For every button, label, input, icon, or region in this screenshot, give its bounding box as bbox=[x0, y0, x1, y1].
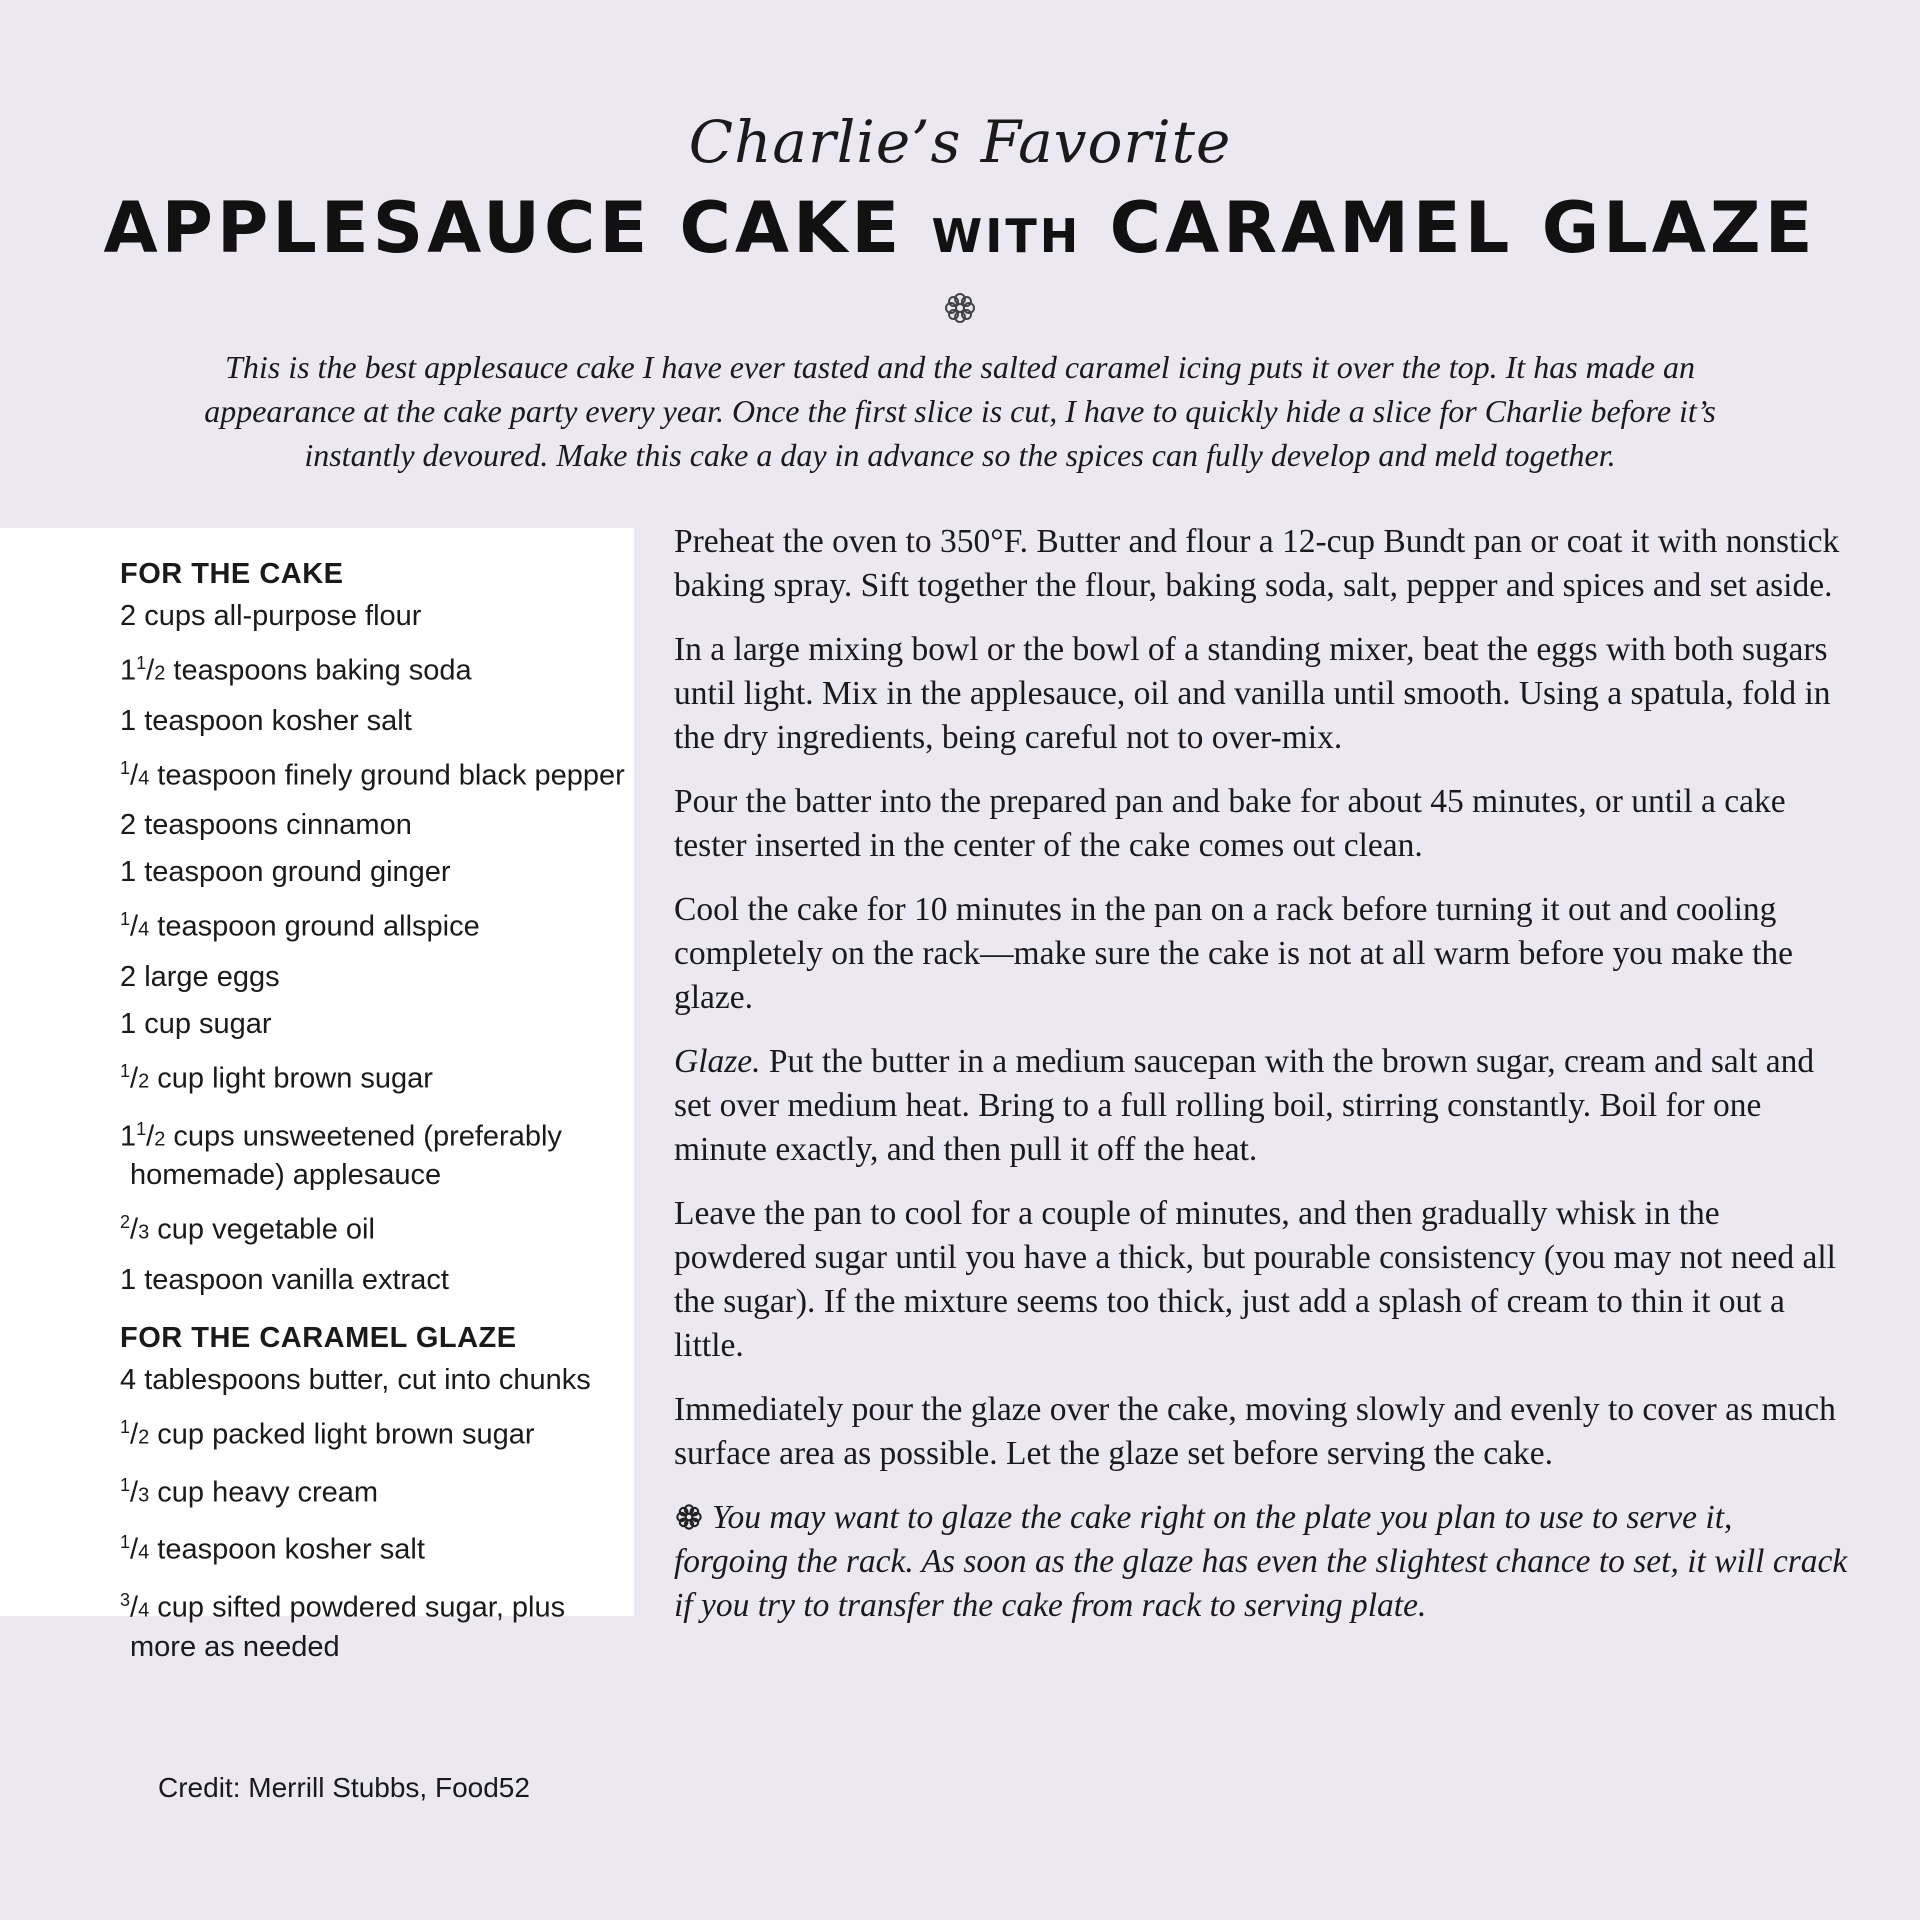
ingredient-item bbox=[120, 703, 630, 739]
flower-ornament-icon bbox=[674, 1502, 704, 1532]
ingredient-text: teaspoon vanilla extract bbox=[136, 1263, 449, 1296]
fraction-denominator: 2 bbox=[154, 1128, 166, 1151]
fraction-numerator: 1 bbox=[120, 757, 131, 778]
ingredient-text: teaspoon finely ground black pepper bbox=[149, 759, 625, 792]
ingredient-text: teaspoon ground ginger bbox=[136, 856, 451, 889]
fraction-denominator: 3 bbox=[138, 1484, 150, 1507]
cake-ingredients-heading: FOR THE CAKE bbox=[120, 558, 344, 590]
ingredient-whole: 1 bbox=[120, 654, 137, 687]
ingredient-text: cup sugar bbox=[136, 1007, 272, 1040]
directions bbox=[674, 520, 1854, 1648]
ingredient-whole: 1 bbox=[120, 1120, 137, 1153]
ingredient-whole: 4 bbox=[120, 1363, 137, 1396]
direction-step: Leave the pan to cool for a couple of minutes, and then gradually whisk in the powdered sugar until you have a thick, but pourable consistency (you may not need all the sugar). If the mixture seems too thick, just add a splash of cream to thin it out a little. bbox=[674, 1195, 1836, 1364]
fraction-numerator: 1 bbox=[120, 1416, 131, 1437]
fraction-denominator: 4 bbox=[138, 1541, 150, 1564]
ingredient-text: cups all-purpose flour bbox=[136, 600, 422, 632]
ingredient-item bbox=[120, 1006, 630, 1042]
ingredient-text: teaspoon kosher salt bbox=[136, 704, 412, 737]
cake-ingredients-list bbox=[120, 598, 630, 1298]
ingredient-whole: 2 bbox=[120, 809, 137, 842]
fraction-numerator: 1 bbox=[136, 653, 147, 673]
intro-text: This is the best applesauce cake I have ever tasted and the salted caramel icing puts it over the top. It has made an appearance at the cake party every year. Once the first slice is cut, I have to quickly hide a slice for Charlie before it’s instantly devoured. Make this cake a day in advance so the spices can fully develop and meld together. bbox=[204, 349, 1716, 473]
ingredient-item: $^1$/3 cup heavy cream bbox=[120, 1474, 379, 1509]
tip-text: You may want to glaze the cake right on the plate you plan to use to serve it, forgoing the rack. As soon as the glaze has even the slightest chance to set, it will crack if you try to transfer the cake from rack to serving plate. bbox=[674, 1499, 1848, 1624]
fraction-numerator: 1 bbox=[136, 1118, 147, 1139]
ingredient-item bbox=[120, 854, 630, 890]
ingredient-text: teaspoon kosher salt bbox=[149, 1533, 425, 1566]
ingredient-item: $^1$/4 teaspoon kosher salt bbox=[120, 1532, 425, 1566]
fraction-numerator: 1 bbox=[120, 1532, 131, 1553]
fraction-numerator: 3 bbox=[120, 1589, 131, 1610]
direction-step: In a large mixing bowl or the bowl of a standing mixer, beat the eggs with both sugars until light. Mix in the applesauce, oil and vanilla until smooth. Using a spatula, fold in the dry ingredients, being careful not to over-mix. bbox=[674, 631, 1831, 756]
ingredient-item bbox=[120, 598, 630, 634]
ingredient-text: teaspoons baking soda bbox=[165, 654, 472, 687]
ingredient-text: teaspoons cinnamon bbox=[136, 809, 412, 842]
glaze-step-text: Put the butter in a medium saucepan with the brown sugar, cream and salt and set over medium heat. Bring to a full rolling boil, stirring constantly. Boil for one minute exactly, and then pull it off the heat. bbox=[674, 1043, 1815, 1168]
ingredient-item: $1^1/2$ cups unsweetened (preferably homemade) applesauce bbox=[120, 1118, 562, 1192]
ingredient-text: cup sifted powdered sugar, plus more as needed bbox=[130, 1591, 566, 1663]
ingredient-text: cup light brown sugar bbox=[149, 1062, 433, 1095]
fraction-numerator: 1 bbox=[120, 909, 131, 930]
glaze-ingredients-heading: FOR THE CARAMEL GLAZE bbox=[120, 1321, 517, 1354]
ingredient-text: cup heavy cream bbox=[149, 1476, 379, 1509]
ingredient-item bbox=[120, 807, 630, 843]
direction-step: Cool the cake for 10 minutes in the pan on a rack before turning it out and cooling completely on the rack—make sure the cake is not at all warm before you make the glaze. bbox=[674, 891, 1794, 1016]
direction-step bbox=[674, 1040, 1854, 1172]
ingredient-text: cup vegetable oil bbox=[149, 1213, 375, 1246]
ingredient-text: cups unsweetened (preferably homemade) applesauce bbox=[130, 1120, 562, 1192]
ingredient-whole: 2 bbox=[120, 960, 137, 993]
script-title: Charlie’s Favorite bbox=[688, 108, 1232, 176]
flower-ornament-icon bbox=[942, 290, 978, 326]
ingredient-item: $^1$/2 cup packed light brown sugar bbox=[120, 1416, 535, 1451]
ingredient-text: large eggs bbox=[136, 960, 280, 993]
fraction-denominator: 3 bbox=[138, 1221, 150, 1244]
title-with: WITH bbox=[931, 209, 1082, 263]
ingredient-item bbox=[120, 1262, 630, 1298]
ingredient-item bbox=[120, 959, 630, 995]
ingredient-item: $1^1/2$ teaspoons baking soda bbox=[120, 653, 472, 687]
ingredient-text: tablespoons butter, cut into chunks bbox=[136, 1363, 591, 1396]
ingredient-whole: 1 bbox=[120, 1007, 137, 1040]
tip-note bbox=[674, 1496, 1854, 1628]
credit-line: Credit: Merrill Stubbs, Food52 bbox=[158, 1772, 530, 1803]
ingredient-text: teaspoon ground allspice bbox=[149, 910, 480, 943]
ingredients-panel bbox=[0, 528, 634, 1663]
ingredient-item bbox=[120, 1362, 630, 1398]
direction-step: Immediately pour the glaze over the cake, moving slowly and evenly to cover as much surface area as possible. Let the glaze set before serving the cake. bbox=[674, 1391, 1836, 1472]
ingredient-whole: 2 bbox=[120, 600, 137, 632]
fraction-numerator: 2 bbox=[120, 1212, 131, 1233]
ingredient-whole: 1 bbox=[120, 704, 137, 737]
fraction-denominator: 2 bbox=[138, 1070, 150, 1093]
direction-step: Pour the batter into the prepared pan and bake for about 45 minutes, or until a cake tester inserted in the center of the cake comes out clean. bbox=[674, 783, 1786, 864]
ingredient-text: cup packed light brown sugar bbox=[149, 1418, 535, 1451]
title-part-2: CARAMEL GLAZE bbox=[1109, 187, 1817, 269]
ingredient-item: $^1$/4 teaspoon ground allspice bbox=[120, 909, 480, 943]
glaze-lead: Glaze. bbox=[674, 1043, 761, 1080]
ingredient-whole: 1 bbox=[120, 856, 137, 889]
fraction-denominator: 2 bbox=[138, 1426, 150, 1449]
title-part-1: APPLESAUCE CAKE bbox=[103, 187, 904, 269]
fraction-denominator: 4 bbox=[138, 1599, 150, 1622]
ingredient-item: $^2$/3 cup vegetable oil bbox=[120, 1212, 375, 1246]
fraction-numerator: 1 bbox=[120, 1060, 131, 1081]
ingredient-item: $^3$/4 cup sifted powdered sugar, plus more as needed bbox=[120, 1589, 566, 1663]
ingredient-item: $^1$/2 cup light brown sugar bbox=[120, 1060, 433, 1095]
direction-step: Preheat the oven to 350°F. Butter and flour a 12-cup Bundt pan or coat it with nonstick baking spray. Sift together the flour, baking soda, salt, pepper and spices and set aside. bbox=[674, 523, 1840, 604]
fraction-denominator: 2 bbox=[154, 662, 166, 685]
recipe-title bbox=[0, 188, 1920, 276]
fraction-denominator: 4 bbox=[138, 767, 150, 790]
fraction-denominator: 4 bbox=[138, 918, 150, 941]
glaze-ingredients-list bbox=[120, 1362, 630, 1665]
fraction-numerator: 1 bbox=[120, 1474, 131, 1495]
ingredient-item: $^1$/4 teaspoon finely ground black pepper bbox=[120, 757, 625, 792]
ingredient-whole: 1 bbox=[120, 1263, 137, 1296]
